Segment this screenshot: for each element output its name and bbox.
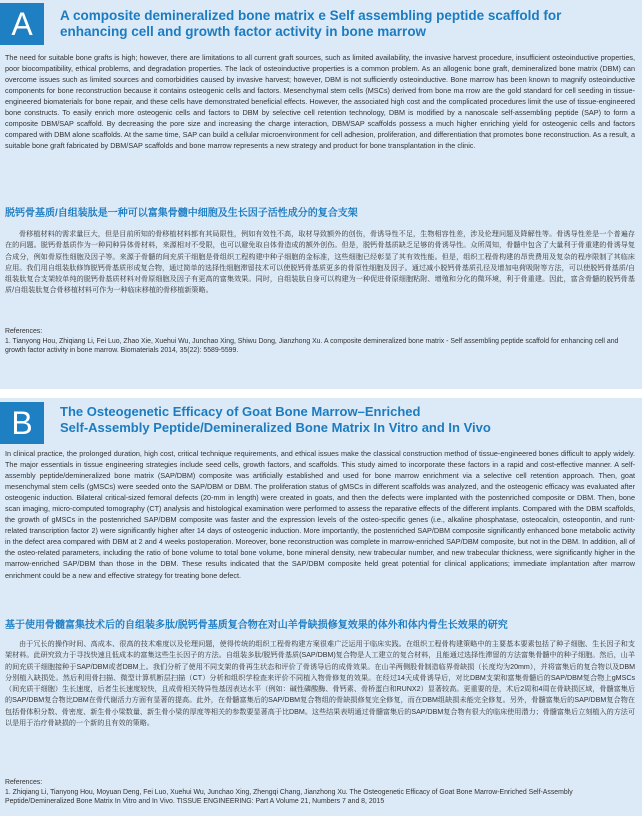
panel-a-letter: A <box>0 3 44 45</box>
panel-b <box>0 398 642 816</box>
panel-b-title-line1: The Osteogenetic Efficacy of Goat Bone Marrow–Enriched <box>60 404 421 419</box>
references-label: References: <box>5 779 43 786</box>
panel-a-cn-body: 骨移植材料的需求量巨大，但是目前所知的骨移植材料都有其局限性，例如有效性不高，取材导致额外的创伤，骨诱导性不足，生物相容性差，涉及伦理问题及降解性等。骨诱导性差是一个普遍存在的问题。脱钙骨基质作为一种同种异体骨材料，来源相对不受限，也可以避免取自体骨造成的额外创伤。但是，脱钙骨基质缺乏足够的骨诱导性。众所周知，骨髓中包含了大量利于骨重建的骨诱导复合成分，例如骨原性细胞及因子等。来源于骨髓的间充质干细胞是骨组织工程构建中种子细胞的金标准，这些细胞已经彰显了其有效性能。但是，组织工程骨构建的昂贵费用及复杂的程序限制了其临床应用。我们用自组装肽修饰脱钙骨基质形成复合物，通过简单的选择性细胞滞留技术可以使脱钙骨基质更多的骨原性细胞及因子。通过减小脱钙骨基质孔径及增加电荷吸附等方法，可以使脱钙骨基质/自组装肽复合支架较单纯的脱钙骨基质材料对骨原细胞及因子有更高的富集效果。同时，自组装肽自身可以构建为一种促进骨原细胞粘附、增殖和分化的微环境，利于骨重建。因此，富含骨髓的脱钙骨基质/自组装肽复合骨移植材料可作为一种临床移植的骨移植新策略。 <box>5 230 635 295</box>
panel-a-references <box>5 327 635 356</box>
reference-item: 1. Tianyong Hou, Zhiqiang Li, Fei Luo, Zhao Xie, Xuehui Wu, Junchao Xing, Shiwu Dong, Jianzhong Xu. A composite demineralized bone matrix - Self assembling peptide scaffold for enhancing cell and growth factor activity in bone marrow. Biomaterials 2014, 35(22): 5589-5599. <box>5 337 619 355</box>
panel-b-letter: B <box>0 402 44 444</box>
panel-a <box>0 0 642 389</box>
panel-divider <box>0 389 642 398</box>
panel-a-title: A composite demineralized bone matrix e Self assembling peptide scaffold for enhancing cell and growth factor activity in bone marrow <box>60 8 562 39</box>
panel-a-header <box>0 0 642 50</box>
panel-b-header <box>0 398 642 448</box>
panel-b-title-line2: Self-Assembly Peptide/Demineralized Bone Matrix In Vitro and In Vivo <box>60 420 491 435</box>
references-label: References: <box>5 328 43 335</box>
panel-b-title <box>60 404 624 436</box>
panel-b-cn-title: 基于使用骨髓富集技术后的自组装多肽/脱钙骨基质复合物在对山羊骨缺损修复效果的体外和体内骨生长效果的研究 <box>5 620 508 631</box>
panel-b-abstract: In clinical practice, the prolonged duration, high cost, critical technique requirements, and ethical issues make the classical construction method of tissue-engineered bones difficult to apply widely. The major essentials in tissue engineering strategies include seed cells, growth factors, and scaffolds. This study aimed to incorporate these factors in a rapid and cost-effective manner. A self-assembly peptide/demineralized bone matrix (SAP/DBM) composite was artificially established and used for bone marrow enrichment via a selective cell retention approach. Then, goat mesenchymal stem cells (gMSCs) were seeded onto the SAP/DBM or DBM. The proliferation status of gMSCs in different scaffolds was analyzed, and the osteogenic efficacy was evaluated after osteogenic induction. Bilateral critical-sized femoral defects (20-mm in length) were created in goats, and then the defects were implanted with the postenriched composite or DBM. Then, bone scan imaging, micro-computed tomography (CT) analysis and histological examination were performed to assess the reparative effects of the different implants. Compared with the DBM scaffolds, the growth of gMSCs in the postenriched SAP/DBM composite was faster and the expression levels of the osteo-specific genes (i.e., alkaline phosphatase, osteocalcin, osteopontin, and runt-related transcription factor 2) were significantly higher after 14 days of osteogenic induction. More importantly, the postenriched SAP/DBM composite significantly enhanced bone metabolic activity in the defect area compared with DBM at 2 and 4 weeks postoperation. Moreover, bone reconstruction was complete in marrow-enriched SAP/DBM composite, but not in the DBM. In addition, all of the osteo-related parameters, including the ratio of bone volume to total bone volume, bone mineral density, new trabecular number, and new trabecular thickness, were significantly higher in the marrow-enriched SAP/DBM than those in the DBM. These results indicated that the SAP/DBM composite held great potential for clinical applications; immediate implantation after marrow enrichment could be a new and effective strategy for treating bone defect. <box>5 449 635 580</box>
reference-item: 1. Zhiqiang Li, Tianyong Hou, Moyuan Deng, Fei Luo, Xuehui Wu, Junchao Xing, Zhengqi Chang, Jianzhong Xu. The Osteogenetic Efficacy of Goat Bone Marrow-Enriched Self-Assembly Peptide/Demineralized Bone Matrix In Vitro and In Vivo. TISSUE ENGINEERING: Part A Volume 21, Numbers 7 and 8, 2015 <box>5 788 573 806</box>
panel-b-cn-body: 由于冗长的操作时间、高成本、很高的技术难度以及伦理问题，使得传统的组织工程骨构建方案很难广泛运用于临床实践。在组织工程骨构建策略中的主要基本要素包括了种子细胞、生长因子和支架材料。此研究致力于寻找快速且低成本的富集这些生长因子的方法。自组装多肽/脱钙骨基质(SAP/DBM)复合物是人工建立的复合材料，且能通过选择性滞留的方法富集骨髓中的种子细胞。然后，山羊的间充质干细胞接种于SAP/DBM或者DBM上。我们分析了使用不同支架的骨再生状态和评价了骨诱导后的成骨效果。在山羊两侧股骨制造临界骨缺损（长度均为20mm），并将富集后的复合物以及DBM分别植入缺损处。然后利用骨扫描、微型计算机断层扫描（CT）分析和组织学检查来评价不同植入物骨修复的效果。在经过14天成骨诱导后，对比DBM支架和富集骨髓后的SAP/DBM复合物上gMSCs（间充质干细胞）生长速度，后者生长速度较快，且成骨相关特异性基因表达水平（例如：碱性磷酸酶、骨钙素、骨桥蛋白和RUNX2）显著较高。更重要的是，术后2周和4周在骨缺损区域，骨髓富集后的SAP/DBM复合物比DBM在骨代谢活力方面有显著的提高。此外，在骨髓富集后的SAP/DBM复合物组的骨缺损修复完全修复，而在DBM组缺损未能完全修复。另外，骨髓富集后的SAP/DBM复合物在包括骨体积分数、骨密度、新生骨小梁数量、新生骨小梁的厚度等相关的参数要显著高于比DBM。这些结果表明通过骨髓富集后的SAP/DBM复合物有很大的临床使用潜力；骨髓富集后立刻植入的方法可以是用于治疗骨缺损的一个新的且有效的策略。 <box>5 640 635 728</box>
panel-b-references <box>5 778 635 807</box>
panel-a-cn-title: 脱钙骨基质/自组装肽是一种可以富集骨髓中细胞及生长因子活性成分的复合支架 <box>5 208 358 219</box>
panel-a-abstract: The need for suitable bone grafts is high; however, there are limitations to all current graft sources, such as limited availability, the invasive harvest procedure, insufficient osteoinductive properties, poor biocompatibility, ethical problems, and degradation properties. The lack of osteoinductive properties is a common problem. As an allogenic bone graft, demineralized bone matrix (DBM) can overcome issues such as limited sources and comorbidities caused by invasive harvest; however, DBM is not sufficiently osteoinductive. Bone marrow has been known to magnify osteoinductive components for bone reconstruction because it contains osteogenic cells and factors. Mesenchymal stem cells (MSCs) derived from bone ma rrow are the gold standard for cell seeding in tissue-engineered biomaterials for bone repair, and these cells have demonstrated beneficial effects. However, the associated high cost and the complicated procedures limit the use of tissue-engineered bone constructs. To easily enrich more osteogenic cells and factors to DBM by selective cell retention technology, DBM is modified by a nanoscale self-assembling peptide (SAP) to form a composite DBM/SAP scaffold. By decreasing the pore size and increasing the charge interaction, DBM/SAP scaffolds possess a much higher enriching yield for osteogenic cells and factors compared with DBM alone scaffolds. At the same time, SAP can build a cellular microenvironment for cell adhesion, proliferation, and differentiation that promotes bone reconstruction. As a result, a suitable bone graft fabricated by DBM/SAP scaffolds and bone marrow represents a new strategy and product for bone transplantation in the clinic. <box>5 53 635 151</box>
